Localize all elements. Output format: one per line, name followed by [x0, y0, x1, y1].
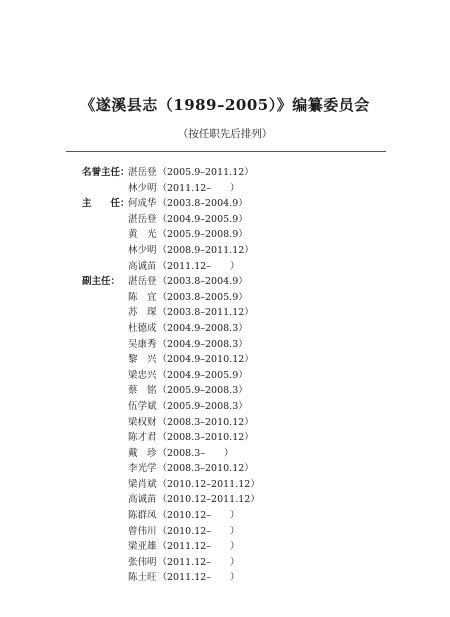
- page-subtitle: （按任职先后排列）: [177, 128, 273, 140]
- role-label: [0, 555, 124, 571]
- role-label: [0, 492, 124, 508]
- member-entry: [124, 274, 248, 290]
- member-entry: [124, 227, 248, 243]
- member-name: 陈才君: [128, 432, 157, 444]
- role-label: [0, 430, 124, 446]
- role-label: 名誉主任：: [82, 167, 130, 178]
- member-name: 林少明: [128, 244, 157, 256]
- member-entry: [124, 508, 240, 524]
- member-entry: [124, 181, 240, 197]
- member-row: [0, 212, 450, 228]
- member-row: [0, 305, 450, 321]
- member-row: [0, 352, 450, 368]
- member-entry: [124, 430, 254, 446]
- member-row: [0, 430, 450, 446]
- member-name: 张伟明: [128, 556, 157, 568]
- member-term: （2005.9–2011.12）: [157, 167, 254, 178]
- role-label: [0, 290, 124, 306]
- member-row: [0, 446, 450, 462]
- member-term: （2004.9–2010.12）: [157, 354, 254, 366]
- member-term: （2008.9–2011.12）: [157, 244, 254, 256]
- role-label: [0, 337, 124, 353]
- member-term: （2004.9–2008.3）: [157, 338, 248, 350]
- member-term: （2004.9–2008.3）: [157, 322, 248, 334]
- member-entry: [124, 446, 234, 462]
- role-label: 主 任：: [82, 198, 130, 210]
- member-row: [0, 477, 450, 493]
- member-term: （2011.12– ）: [157, 556, 240, 568]
- member-row: [0, 399, 450, 415]
- role-label: [0, 477, 124, 493]
- role-label: [0, 305, 124, 321]
- divider: [66, 151, 386, 152]
- role-label: [0, 446, 124, 462]
- member-name: 高诚苗: [128, 494, 157, 506]
- member-entry: [124, 383, 248, 399]
- member-term: （2005.9–2008.3）: [157, 400, 248, 412]
- member-entry: [124, 570, 240, 586]
- member-term: （2008.3–2010.12）: [157, 432, 254, 444]
- role-label: [0, 539, 124, 555]
- member-term: （2005.9–2008.3）: [157, 385, 248, 397]
- role-label: [0, 415, 124, 431]
- member-row: [0, 243, 450, 259]
- member-entry: [124, 305, 254, 321]
- member-entry: [124, 165, 254, 181]
- member-row: [0, 259, 450, 275]
- member-row: [0, 337, 450, 353]
- role-label: [0, 368, 124, 384]
- member-name: 林少明: [128, 182, 157, 194]
- member-name: 何成华: [128, 198, 157, 210]
- member-entry: [124, 196, 248, 212]
- member-name: 湛岳登: [128, 213, 157, 225]
- member-entry: [124, 399, 248, 415]
- role-label: [0, 243, 124, 259]
- member-row: [0, 492, 450, 508]
- member-term: （2010.12–2011.12）: [157, 478, 260, 490]
- member-term: （2008.3– ）: [157, 447, 234, 459]
- member-name: 杜德成: [128, 322, 157, 334]
- role-label: [0, 383, 124, 399]
- role-label: [0, 461, 124, 477]
- role-label: [0, 352, 124, 368]
- member-name: 黎 兴: [128, 354, 157, 366]
- member-row: [0, 508, 450, 524]
- member-name: 陈 宜: [128, 291, 157, 303]
- member-name: 曾伟川: [128, 525, 157, 537]
- member-entry: [124, 337, 248, 353]
- member-name: 戴 珍: [128, 447, 157, 459]
- member-row: [0, 570, 450, 586]
- member-name: 伍学斌: [128, 400, 157, 412]
- member-entry: [124, 461, 254, 477]
- member-row: [0, 524, 450, 540]
- member-row: [0, 227, 450, 243]
- member-term: （2003.8–2004.9）: [157, 198, 248, 210]
- member-term: （2010.12– ）: [157, 525, 240, 537]
- member-term: （2011.12– ）: [157, 572, 240, 584]
- member-name: 梁权财: [128, 416, 157, 428]
- member-name: 湛岳登: [128, 167, 157, 178]
- member-name: 李光学: [128, 463, 157, 475]
- member-row: [0, 461, 450, 477]
- member-entry: [124, 524, 240, 540]
- member-term: （2005.9–2008.9）: [157, 229, 248, 241]
- member-term: （2003.8–2011.12）: [157, 307, 254, 319]
- member-row: [0, 383, 450, 399]
- member-entry: [124, 259, 240, 275]
- member-entry: [124, 368, 248, 384]
- member-entry: [124, 477, 260, 493]
- member-row: [0, 415, 450, 431]
- role-label: [0, 399, 124, 415]
- member-row: [0, 368, 450, 384]
- role-label: [0, 321, 124, 337]
- member-row: [0, 539, 450, 555]
- member-term: （2010.12– ）: [157, 510, 240, 522]
- member-row: [0, 555, 450, 571]
- member-row: [0, 165, 450, 181]
- member-name: 陈群凤: [128, 510, 157, 522]
- role-label: [0, 227, 124, 243]
- member-entry: [124, 212, 248, 228]
- member-term: （2011.12– ）: [157, 182, 240, 194]
- member-entry: [124, 321, 248, 337]
- member-name: 吴康秀: [128, 338, 157, 350]
- member-name: 陈土旺: [128, 572, 157, 584]
- member-entry: [124, 352, 254, 368]
- role-label: [0, 181, 124, 197]
- role-label: 副主任：: [82, 276, 121, 288]
- role-label: [0, 508, 124, 524]
- member-name: 蔡 铭: [128, 385, 157, 397]
- member-entry: [124, 243, 254, 259]
- role-label: [0, 524, 124, 540]
- member-entry: [124, 290, 248, 306]
- member-term: （2008.3–2010.12）: [157, 463, 254, 475]
- page-title: 《遂溪县志（1989–2005）》编纂委员会: [80, 96, 370, 114]
- member-row: [0, 321, 450, 337]
- member-term: （2003.8–2005.9）: [157, 291, 248, 303]
- member-name: 黄 光: [128, 229, 157, 241]
- role-label: [0, 570, 124, 586]
- role-label: [0, 212, 124, 228]
- member-name: 梁亚雄: [128, 541, 157, 553]
- role-label: [0, 259, 124, 275]
- member-row: [0, 290, 450, 306]
- member-term: （2011.12– ）: [157, 541, 240, 553]
- member-term: （2003.8–2004.9）: [157, 276, 248, 288]
- member-entry: [124, 555, 240, 571]
- member-name: 高诚苗: [128, 260, 157, 272]
- member-term: （2004.9–2005.9）: [157, 213, 248, 225]
- member-entry: [124, 415, 254, 431]
- member-name: 湛岳登: [128, 276, 157, 288]
- member-name: 梁忠兴: [128, 369, 157, 381]
- member-entry: [124, 492, 260, 508]
- member-term: （2008.3–2010.12）: [157, 416, 254, 428]
- member-name: 苏 琛: [128, 307, 157, 319]
- member-row: [0, 274, 450, 290]
- member-term: （2011.12– ）: [157, 260, 240, 272]
- member-name: 梁肖斌: [128, 478, 157, 490]
- member-row: [0, 181, 450, 197]
- member-row: [0, 196, 450, 212]
- member-entry: [124, 539, 240, 555]
- committee-list: [0, 165, 450, 586]
- member-term: （2010.12–2011.12）: [157, 494, 260, 506]
- member-term: （2004.9–2005.9）: [157, 369, 248, 381]
